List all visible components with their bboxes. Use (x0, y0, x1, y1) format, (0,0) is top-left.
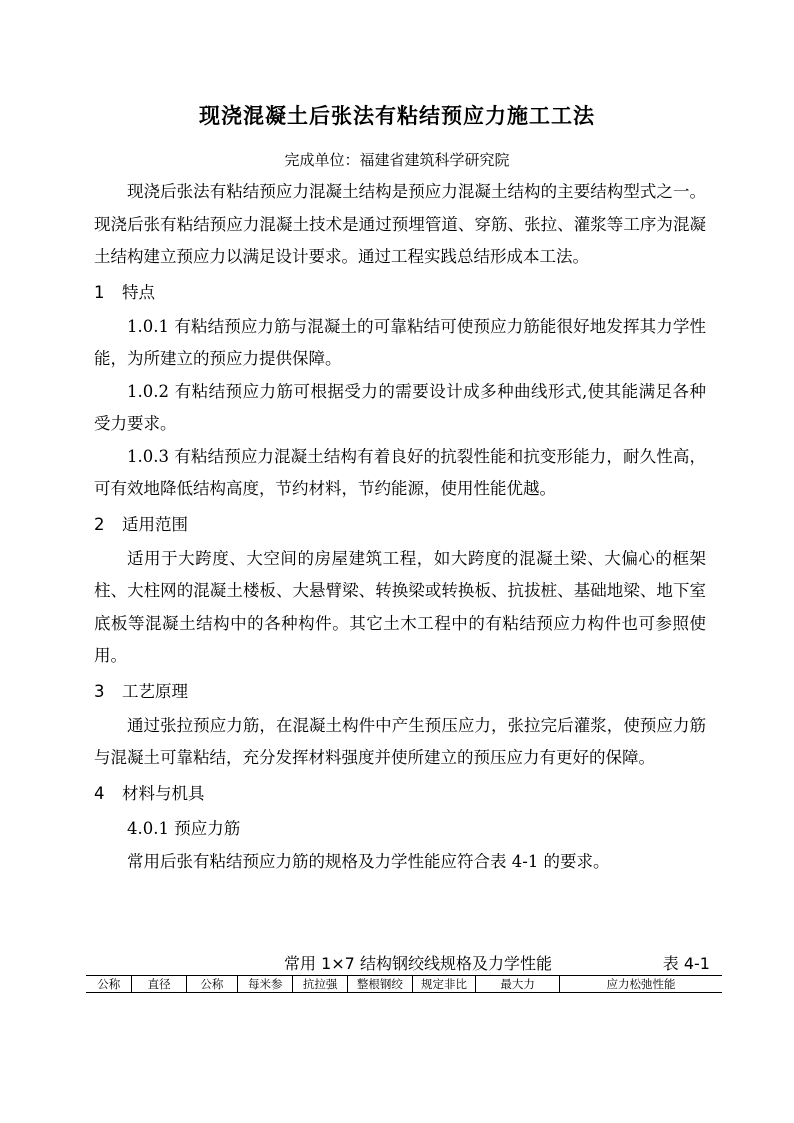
table-header-cell: 整根钢绞 (348, 976, 413, 992)
section-title: 材料与机具 (122, 783, 205, 803)
paragraph: 通过张拉预应力筋，在混凝土构件中产生预压应力，张拉完后灌浆，使预应力筋与混凝土可靠粘结，充分发挥材料强度并使所建立的预压应力有更好的保障。 (94, 715, 706, 767)
paragraph: 1.0.1 有粘结预应力筋与混凝土的可靠粘结可使预应力筋能很好地发挥其力学性能，为所建立的预应力提供保障。 (94, 316, 706, 368)
section-heading (94, 775, 706, 812)
paragraph: 1.0.2 有粘结预应力筋可根据受力的需要设计成多种曲线形式,使其能满足各种受力要求。 (94, 381, 706, 433)
section-number: 3 (94, 681, 105, 701)
section-number: 1 (94, 282, 105, 302)
section-heading (94, 673, 706, 710)
table-title: 常用 1×7 结构钢绞线规格及力学性能 (284, 954, 552, 973)
section-title: 适用范围 (122, 514, 188, 534)
table-header-cell: 最大力 (476, 976, 560, 992)
intro-paragraph: 现浇后张法有粘结预应力混凝土结构是预应力混凝土结构的主要结构型式之一。现浇后张有粘结预应力混凝土技术是通过预埋管道、穿筋、张拉、灌浆等工序为混凝土结构建立预应力以满足设计要求。通过工程实践总结形成本工法。 (94, 182, 706, 266)
section-title: 工艺原理 (122, 681, 188, 701)
section-heading (94, 274, 706, 311)
paragraph: 1.0.3 有粘结预应力混凝土结构有着良好的抗裂性能和抗变形能力，耐久性高，可有效地降低结构高度，节约材料，节约能源，使用性能优越。 (94, 446, 706, 498)
table-header-cell: 公称 (86, 976, 132, 992)
table-header-cell: 直径 (132, 976, 186, 992)
section-2 (94, 506, 706, 673)
paragraph: 适用于大跨度、大空间的房屋建筑工程，如大跨度的混凝土梁、大偏心的框架柱、大柱网的混凝土楼板、大悬臂梁、转换梁或转换板、抗拔桩、基础地梁、地下室底板等混凝土结构中的各种构件。其它土木工程中的有粘结预应力构件也可参照使用。 (94, 548, 706, 665)
document-body (94, 176, 706, 878)
table-header-cell: 抗拉强 (293, 976, 347, 992)
document-title: 现浇混凝土后张法有粘结预应力施工工法 (199, 104, 595, 128)
section-title: 特点 (122, 282, 155, 302)
completion-unit: 完成单位：福建省建筑科学研究院 (284, 151, 510, 169)
section-number: 4 (94, 783, 105, 803)
table-header-cell: 应力松弛性能 (606, 977, 676, 991)
section-1 (94, 274, 706, 506)
section-heading (94, 506, 706, 543)
section-number: 2 (94, 514, 105, 534)
table-header-cell: 每米参 (238, 976, 293, 992)
subsection-heading: 4.0.1 预应力筋 (127, 818, 241, 838)
table-header-cell: 公称 (187, 976, 238, 992)
table-header-cell: 规定非比 (413, 976, 476, 992)
section-4 (94, 775, 706, 879)
table-caption (94, 951, 710, 973)
spec-table-header (86, 975, 722, 993)
table-number: 表 4-1 (662, 954, 710, 973)
section-3 (94, 673, 706, 775)
paragraph: 常用后张有粘结预应力筋的规格及力学性能应符合表 4-1 的要求。 (127, 851, 610, 871)
